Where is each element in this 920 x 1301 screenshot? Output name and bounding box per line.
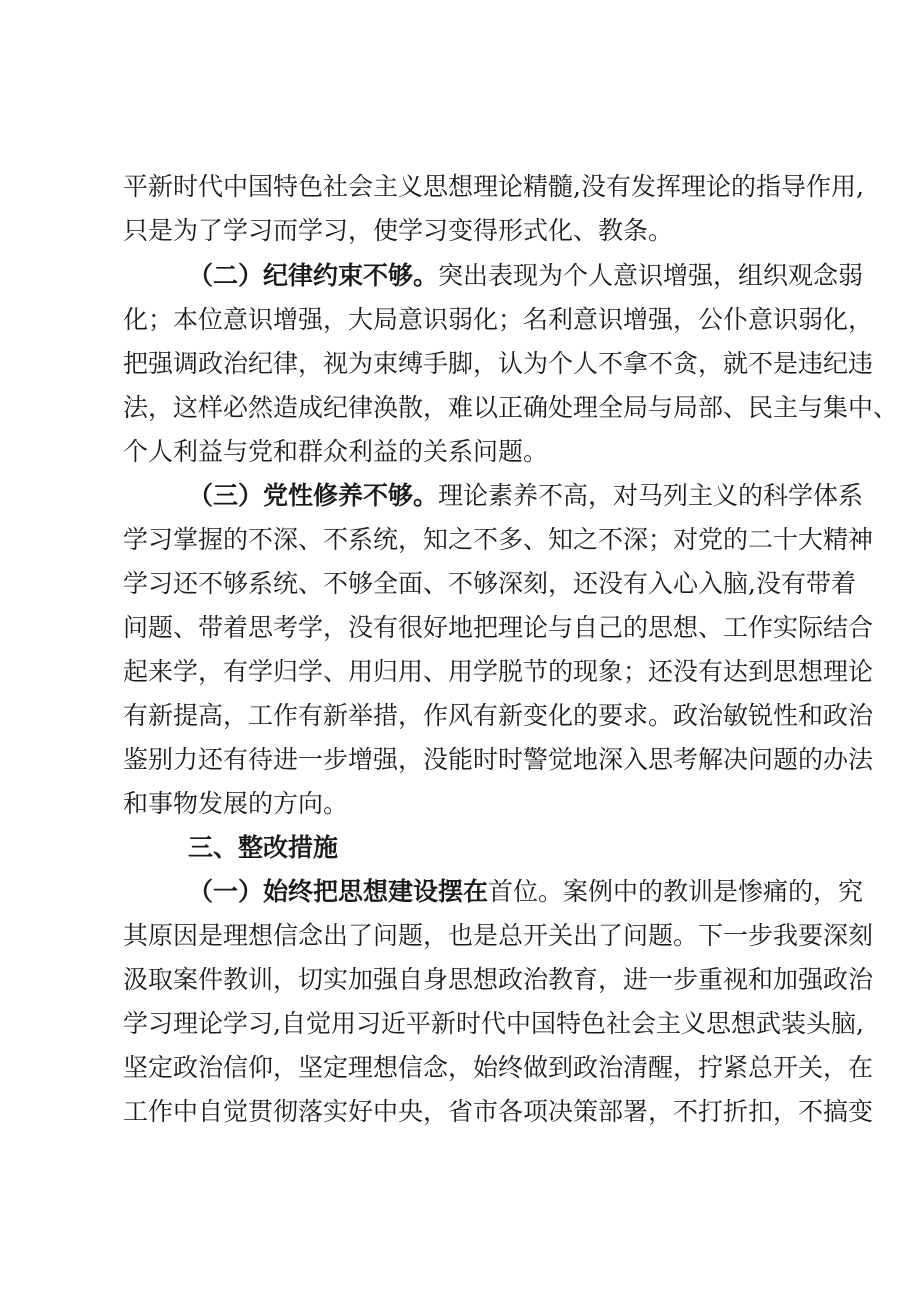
paragraph-line: 学习理论学习,自觉用习近平新时代中国特色社会主义思想武装头脑, <box>123 1009 864 1038</box>
paragraph-line: 问题、带着思考学，没有很好地把理论与自己的思想、工作实际结合 <box>123 613 874 642</box>
paragraph-line: 化；本位意识增强，大局意识弱化；名利意识增强，公仆意识弱化， <box>123 305 874 334</box>
paragraph-line: 学习掌握的不深、不系统，知之不多、知之不深；对党的二十大精神 <box>123 525 874 554</box>
paragraph-line: 工作中自觉贯彻落实好中央，省市各项决策部署，不打折扣，不搞变 <box>123 1097 874 1126</box>
paragraph-line: 和事物发展的方向。 <box>123 789 349 818</box>
paragraph-line: 平新时代中国特色社会主义思想理论精髓,没有发挥理论的指导作用, <box>123 172 864 201</box>
section-title-rectification: 三、整改措施 <box>188 833 339 862</box>
section-heading-ideology: （一）始终把思想建设摆在首位。案例中的教训是惨痛的，究 <box>188 877 864 906</box>
paragraph-line: 把强调政治纪律，视为束缚手脚，认为个人不拿不贪，就不是违纪违 <box>123 349 874 378</box>
paragraph-line: 个人利益与党和群众利益的关系问题。 <box>123 437 549 466</box>
paragraph-line: 起来学，有学归学、用归用、用学脱节的现象；还没有达到思想理论 <box>123 657 874 686</box>
paragraph-line: 其原因是理想信念出了问题，也是总开关出了问题。下一步我要深刻 <box>123 921 874 950</box>
paragraph-line: 坚定政治信仰，坚定理想信念，始终做到政治清醒，拧紧总开关，在 <box>123 1053 874 1082</box>
section-heading-party-spirit: （三）党性修养不够。理论素养不高，对马列主义的科学体系 <box>188 481 864 510</box>
paragraph-line: 汲取案件教训，切实加强自身思想政治教育，进一步重视和加强政治 <box>123 965 874 994</box>
paragraph-line: 只是为了学习而学习，使学习变得形式化、教条。 <box>123 216 674 245</box>
section-heading-discipline: （二）纪律约束不够。突出表现为个人意识增强，组织观念弱 <box>188 261 864 290</box>
paragraph-line: 学习还不够系统、不够全面、不够深刻，还没有入心入脑,没有带着 <box>123 569 856 598</box>
paragraph-line: 鉴别力还有待进一步增强，没能时时警觉地深入思考解决问题的办法 <box>123 745 874 774</box>
paragraph-line: 有新提高，工作有新举措，作风有新变化的要求。政治敏锐性和政治 <box>123 701 874 730</box>
paragraph-line: 法，这样必然造成纪律涣散，难以正确处理全局与局部、民主与集中、 <box>123 393 899 422</box>
